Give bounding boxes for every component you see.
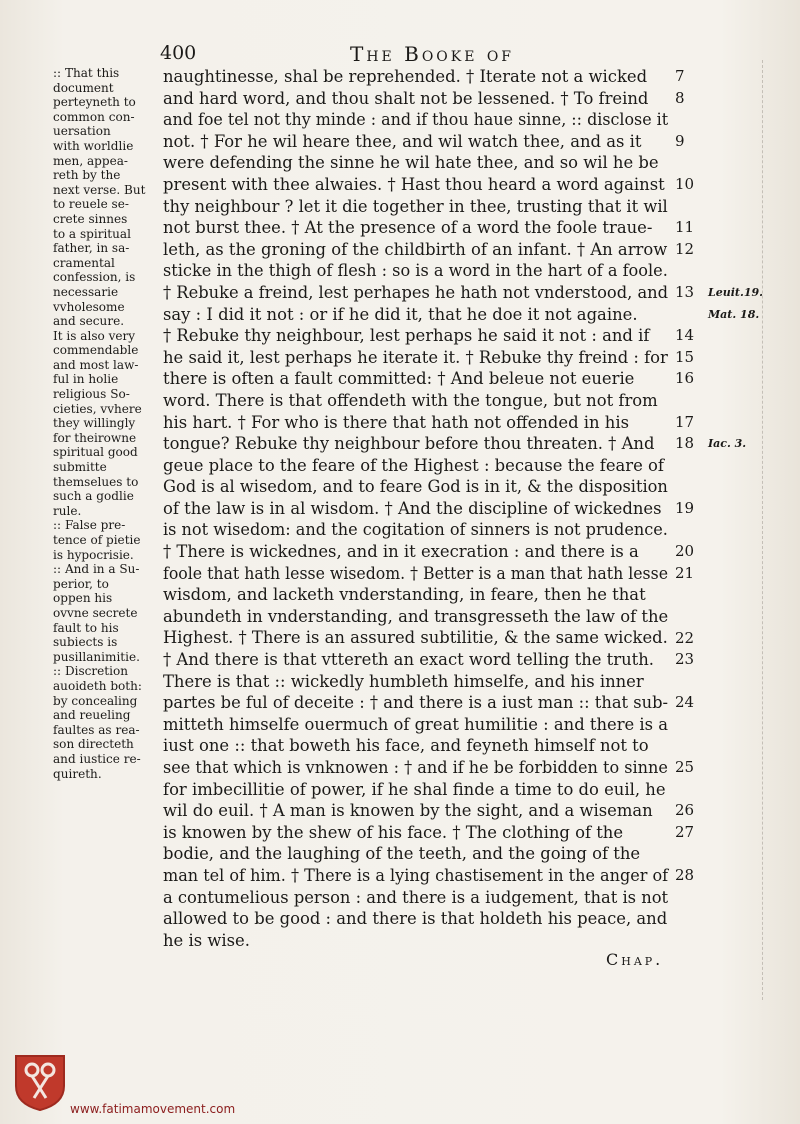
margin-note-line: cramental <box>53 254 115 270</box>
cross-reference: Iac. 3. <box>708 437 747 451</box>
text-line-content: he said it, lest perhaps he iterate it. † Rebuke thy freind : for <box>163 347 668 367</box>
margin-note-line: father, in sa- <box>53 240 130 256</box>
margin-note-line: tence of pietie <box>53 532 141 547</box>
margin-note-line: quireth. <box>53 765 102 781</box>
margin-note-line: ovvne secrete <box>53 604 138 620</box>
margin-note-line: such a godlie <box>53 488 134 504</box>
text-line <box>163 433 668 455</box>
verse-number: 16 <box>675 369 695 388</box>
margin-note-line: is hypocrisie. <box>53 546 134 562</box>
margin-note-line: and iustice re- <box>53 750 141 766</box>
text-line-content: a contumelious person : and there is a iudgement, that is not <box>163 887 669 907</box>
text-line-content: abundeth in vnderstanding, and transgresseth the law of the <box>163 606 669 626</box>
margin-note-line: auoideth both: <box>53 677 142 693</box>
text-line <box>163 152 668 174</box>
text-line <box>163 304 668 326</box>
verse-number: 13 <box>675 283 695 301</box>
margin-note-line: pusillanimitie. <box>53 648 140 664</box>
text-line <box>163 800 668 822</box>
margin-note-line: :: Discretion <box>53 663 129 679</box>
text-line-content: and hard word, and thou shalt not be lessened. † To freind <box>163 88 649 108</box>
text-line <box>163 930 668 952</box>
margin-note-line: commendable <box>53 342 139 358</box>
text-line-content: there is often a fault committed: † And beleue not euerie <box>163 369 635 389</box>
verse-number: 7 <box>675 67 685 85</box>
margin-note-line: to a spiritual <box>53 225 131 241</box>
margin-note-line: necessarie <box>53 283 119 299</box>
text-line <box>163 692 668 714</box>
text-line-content: and foe tel not thy minde : and if thou haue sinne, :: disclose it <box>163 110 669 130</box>
text-line <box>163 519 668 541</box>
verse-number: 27 <box>675 823 695 841</box>
margin-note-line: themselues to <box>53 473 139 489</box>
verse-number: 9 <box>675 131 685 150</box>
margin-note-line: with worldlie <box>53 137 134 153</box>
text-line-content: is knowen by the shew of his face. † The clothing of the <box>163 822 624 842</box>
text-line <box>163 174 668 196</box>
text-line <box>163 109 668 131</box>
text-line-content: partes be ful of deceite : † and there is a iust man :: that sub- <box>163 693 669 713</box>
text-line <box>163 606 668 628</box>
margin-note-line: and most law- <box>53 356 139 372</box>
margin-note-line: spiritual good <box>53 444 138 460</box>
margin-note-line: son directeth <box>53 736 134 752</box>
verse-number: 19 <box>675 499 695 517</box>
margin-note-line: rule. <box>53 502 82 518</box>
text-line <box>163 627 668 649</box>
margin-note-line: by concealing <box>53 692 138 708</box>
marginal-annotation <box>53 66 165 781</box>
text-line <box>163 714 668 736</box>
margin-note-line: next verse. But <box>53 181 146 197</box>
text-line-content: allowed to be good : and there is that holdeth his peace, and <box>163 909 668 929</box>
margin-note-line: submitte <box>53 459 107 475</box>
text-line <box>163 541 668 563</box>
text-line <box>163 455 668 477</box>
verse-number: 12 <box>675 239 695 258</box>
text-line <box>163 735 668 757</box>
text-line <box>163 563 668 585</box>
margin-note-line: cieties, vvhere <box>53 400 142 416</box>
margin-note-line: common con- <box>53 108 135 124</box>
text-line-content: tongue? Rebuke thy neighbour before thou threaten. † And <box>163 434 655 454</box>
margin-note-line: men, appea- <box>53 152 128 168</box>
margin-note-line: crete sinnes <box>53 210 128 226</box>
margin-note-line: faultes as rea- <box>53 721 140 737</box>
text-line <box>163 347 668 369</box>
text-line-content: for imbecillitie of power, if he shal finde a time to do euil, he <box>163 779 666 799</box>
verse-number: 10 <box>675 175 695 193</box>
cross-reference: Leuit.19. <box>708 286 763 299</box>
text-line-content: not burst thee. † At the presence of a word the foole traue- <box>163 218 653 238</box>
margin-note-line: :: And in a Su- <box>53 561 140 577</box>
text-line <box>163 217 668 239</box>
margin-note-line: perteyneth to <box>53 94 136 110</box>
catchword: Chap. <box>606 950 664 969</box>
text-line <box>163 390 668 412</box>
verse-number: 23 <box>675 650 695 669</box>
text-line-content: sticke in the thigh of flesh : so is a word in the hart of a foole. <box>163 261 668 281</box>
text-line-content: † And there is that vttereth an exact word telling the truth. <box>163 650 655 670</box>
text-line-content: † Rebuke thy neighbour, lest perhaps he said it not : and if <box>163 326 650 346</box>
text-line-content: iust one :: that boweth his face, and feyneth himself not to <box>163 736 649 756</box>
page-header <box>160 42 630 68</box>
folio-number: 400 <box>160 42 197 64</box>
text-line <box>163 908 668 930</box>
text-line-content: word. There is that offendeth with the tongue, but not from <box>163 390 658 410</box>
margin-note-line: uersation <box>53 123 111 139</box>
verse-number: 26 <box>675 801 695 820</box>
margin-note-line: subiects is <box>53 634 118 650</box>
text-line-content: say : I did it not : or if he did it, that he doe it not againe. <box>163 304 638 324</box>
margin-note-line: religious So- <box>53 386 130 402</box>
margin-note-line: oppen his <box>53 590 113 606</box>
text-line-content: man tel of him. † There is a lying chastisement in the anger of <box>163 865 669 885</box>
text-line-content: thy neighbour ? let it die together in thee, trusting that it wil <box>163 196 668 216</box>
text-line <box>163 412 668 434</box>
text-line-content: † There is wickednes, and in it execration : and there is a <box>163 542 639 562</box>
verse-number: 20 <box>675 542 695 561</box>
margin-note-line: document <box>53 79 114 95</box>
verse-number: 8 <box>675 88 685 107</box>
margin-note-line: and secure. <box>53 313 125 329</box>
text-line <box>163 843 668 865</box>
cross-reference: Mat. 18. <box>708 307 760 321</box>
margin-note-line: :: False pre- <box>53 517 126 533</box>
margin-note-line: It is also very <box>53 327 136 343</box>
text-line <box>163 196 668 218</box>
text-line-content: geue place to the feare of the Highest : because the feare of <box>163 455 664 475</box>
margin-note-line: :: That this <box>53 65 120 80</box>
margin-note-line: they willingly <box>53 415 136 431</box>
text-line-content: were defending the sinne he wil hate thee, and so wil he be <box>163 153 659 173</box>
margin-note-line: for theirowne <box>53 429 137 445</box>
text-line <box>163 649 668 671</box>
verse-number: 15 <box>675 347 695 366</box>
text-line <box>163 282 668 304</box>
text-line <box>163 66 668 88</box>
text-line <box>163 131 668 153</box>
margin-note-line: and reueling <box>53 707 131 723</box>
verse-number: 21 <box>675 563 695 582</box>
text-line-content: is not wisedom: and the cogitation of sinners is not prudence. <box>163 520 668 540</box>
text-line-content: wisdom, and lacketh vnderstanding, in feare, then he that <box>163 585 646 605</box>
text-line-content: not. † For he wil heare thee, and wil watch thee, and as it <box>163 131 642 151</box>
text-line-content: of the law is in al wisdom. † And the discipline of wickednes <box>163 498 662 518</box>
margin-note-line: vvholesome <box>53 298 125 314</box>
text-line-content: God is al wisedom, and to feare God is in it, & the disposition <box>163 477 668 497</box>
text-line-content: † Rebuke a freind, lest perhapes he hath not vnderstood, and <box>163 282 669 302</box>
verse-number: 24 <box>675 693 695 712</box>
text-line <box>163 476 668 498</box>
main-text <box>163 66 683 951</box>
text-line <box>163 368 668 390</box>
verse-number: 14 <box>675 326 695 345</box>
text-line-content: foole that hath lesse wisedom. † Better is a man that hath lesse <box>163 563 669 583</box>
text-line <box>163 887 668 909</box>
verse-number: 22 <box>675 628 695 647</box>
text-line-content: There is that :: wickedly humbleth himselfe, and his inner <box>163 671 644 691</box>
margin-note-line: ful in holie <box>53 371 119 387</box>
text-line <box>163 822 668 844</box>
text-line <box>163 865 668 887</box>
text-line-content: see that which is vnknowen : † and if he be forbidden to sinne <box>163 758 668 777</box>
text-line <box>163 498 668 520</box>
text-line <box>163 239 668 261</box>
text-line <box>163 671 668 693</box>
fatima-movement-logo <box>12 1052 68 1112</box>
verse-number: 17 <box>675 412 695 431</box>
text-line-content: naughtinesse, shal be reprehended. † Iterate not a wicked <box>163 67 648 86</box>
verse-number: 25 <box>675 758 695 777</box>
footer-url[interactable]: www.fatimamovement.com <box>70 1102 236 1116</box>
verse-number: 28 <box>675 866 695 885</box>
margin-note-line: to reuele se- <box>53 196 129 212</box>
page-edge-rule <box>762 60 764 1000</box>
verse-number: 18 <box>675 434 695 453</box>
running-title: The Booke of <box>350 42 515 66</box>
text-line-content: present with thee alwaies. † Hast thou heard a word against <box>163 174 665 194</box>
text-line <box>163 584 668 606</box>
text-line-content: leth, as the groning of the childbirth of an infant. † An arrow <box>163 239 668 259</box>
text-line <box>163 260 668 282</box>
text-line <box>163 779 668 801</box>
text-line <box>163 88 668 110</box>
margin-note-line: confession, is <box>53 269 136 285</box>
margin-note-line: reth by the <box>53 167 121 183</box>
margin-note-line: fault to his <box>53 619 119 635</box>
text-line-content: bodie, and the laughing of the teeth, and the going of the <box>163 844 641 864</box>
text-line-content: wil do euil. † A man is knowen by the sight, and a wiseman <box>163 801 653 821</box>
margin-note-line: perior, to <box>53 575 109 591</box>
text-line <box>163 757 668 779</box>
text-line-content: his hart. † For who is there that hath not offended in his <box>163 412 629 432</box>
text-line-content: mitteth himselfe ouermuch of great humilitie : and there is a <box>163 714 669 734</box>
verse-number: 11 <box>675 218 695 237</box>
text-line-content: Highest. † There is an assured subtilitie, & the same wicked. <box>163 628 668 648</box>
text-line-content: he is wise. <box>163 930 250 950</box>
text-line <box>163 325 668 347</box>
